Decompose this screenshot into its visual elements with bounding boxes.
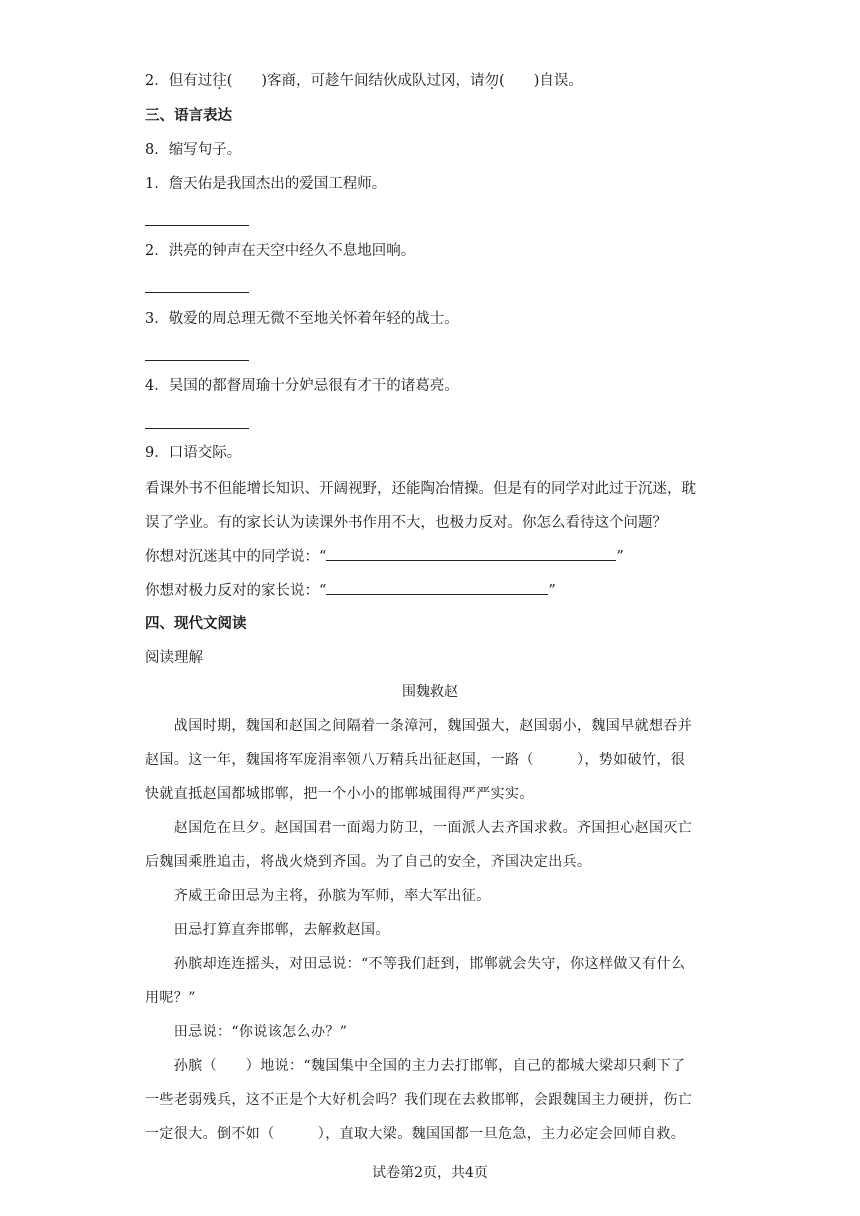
answer-blank-1[interactable] [145, 225, 249, 226]
reading-label: 阅读理解 [145, 650, 203, 666]
q9-student-line [145, 546, 624, 567]
q8-item-2: 2．洪亮的钟声在天空中经久不息地回响。 [145, 243, 416, 259]
q2-text-start: 2．但有过 [145, 73, 213, 89]
story-line: 孙膑却连连摇头，对田忌说：“不等我们赶到，邯郸就会失守，你这样做又有什么 [145, 956, 686, 972]
q9-text-line-2: 误了学业。有的家长认为读课外书作用不大，也极力反对。你怎么看待这个问题？ [145, 515, 667, 531]
story-line: 快就直抵赵国都城邯郸，把一个小小的邯郸城围得严严实实。 [145, 786, 534, 802]
story-line: 田忌说：“你说该怎么办？” [145, 1024, 348, 1040]
q8-item-4: 4．吴国的都督周瑜十分妒忌很有才干的诸葛亮。 [145, 378, 459, 394]
question-9-intro: 9．口语交际。 [145, 445, 242, 461]
story-line: 齐威王命田忌为主将，孙膑为军师，率大军出征。 [145, 888, 491, 904]
story-line: 后魏国乘胜追击，将战火烧到齐国。为了自己的安全，齐国决定出兵。 [145, 854, 592, 870]
story-line: 赵国。这一年，魏国将军庞涓率领八万精兵出征赵国，一路（ ），势如破竹，很 [145, 752, 686, 768]
story-line: 一些老弱残兵，这不正是个大好机会吗？我们现在去救邯郸，会跟魏国主力硬拼，伤亡 [145, 1092, 693, 1108]
student-close-quote: ” [616, 549, 624, 565]
q9-parent-line [145, 580, 556, 601]
story-line: 赵国危在旦夕。赵国国君一面竭力防卫，一面派人去齐国求救。齐国担心赵国灭亡 [145, 820, 693, 836]
q8-item-3: 3．敬爱的周总理无微不至地关怀着年轻的战士。 [145, 311, 459, 327]
parent-answer-blank[interactable] [326, 580, 548, 595]
question-8-intro: 8．缩写句子。 [145, 142, 242, 158]
q2-text-end: ( )自误。 [499, 73, 583, 89]
story-line: 田忌打算直奔邯郸，去解救赵国。 [145, 922, 390, 938]
answer-blank-3[interactable] [145, 360, 249, 361]
q9-text-line-1: 看课外书不但能增长知识、开阔视野，还能陶冶情操。但是有的同学对此过于沉迷，耽 [145, 481, 696, 497]
page-footer: 试卷第2页，共4页 [372, 1165, 488, 1181]
dotted-char-2: 勿 [484, 73, 500, 89]
q8-item-1: 1．詹天佑是我国杰出的爱国工程师。 [145, 176, 387, 192]
parent-close-quote: ” [548, 583, 556, 599]
dotted-char-1: 往 [212, 73, 227, 89]
story-line: 孙膑（ ）地说：“魏国集中全国的主力去打邯郸，自己的都城大梁却只剩下了 [145, 1058, 686, 1074]
student-answer-blank[interactable] [326, 546, 616, 561]
answer-blank-4[interactable] [145, 428, 249, 429]
answer-blank-2[interactable] [145, 292, 249, 293]
story-title: 围魏救赵 [402, 684, 458, 700]
section-heading-3: 三、语言表达 [145, 107, 232, 124]
story-line: 一定很大。倒不如（ ），直取大梁。魏国国都一旦危急，主力必定会回师自救。 [145, 1126, 686, 1142]
q2-text-middle: ( )客商，可趁午间结伙成队过冈，请 [226, 73, 485, 89]
story-line: 战国时期，魏国和赵国之间隔着一条漳河，魏国强大，赵国弱小，魏国早就想吞并 [145, 718, 693, 734]
student-prompt: 你想对沉迷其中的同学说：“ [145, 549, 327, 565]
question-2-line [145, 71, 583, 91]
story-line: 用呢？” [145, 990, 196, 1006]
section-heading-4: 四、现代文阅读 [145, 615, 247, 632]
parent-prompt: 你想对极力反对的家长说：“ [145, 583, 327, 599]
